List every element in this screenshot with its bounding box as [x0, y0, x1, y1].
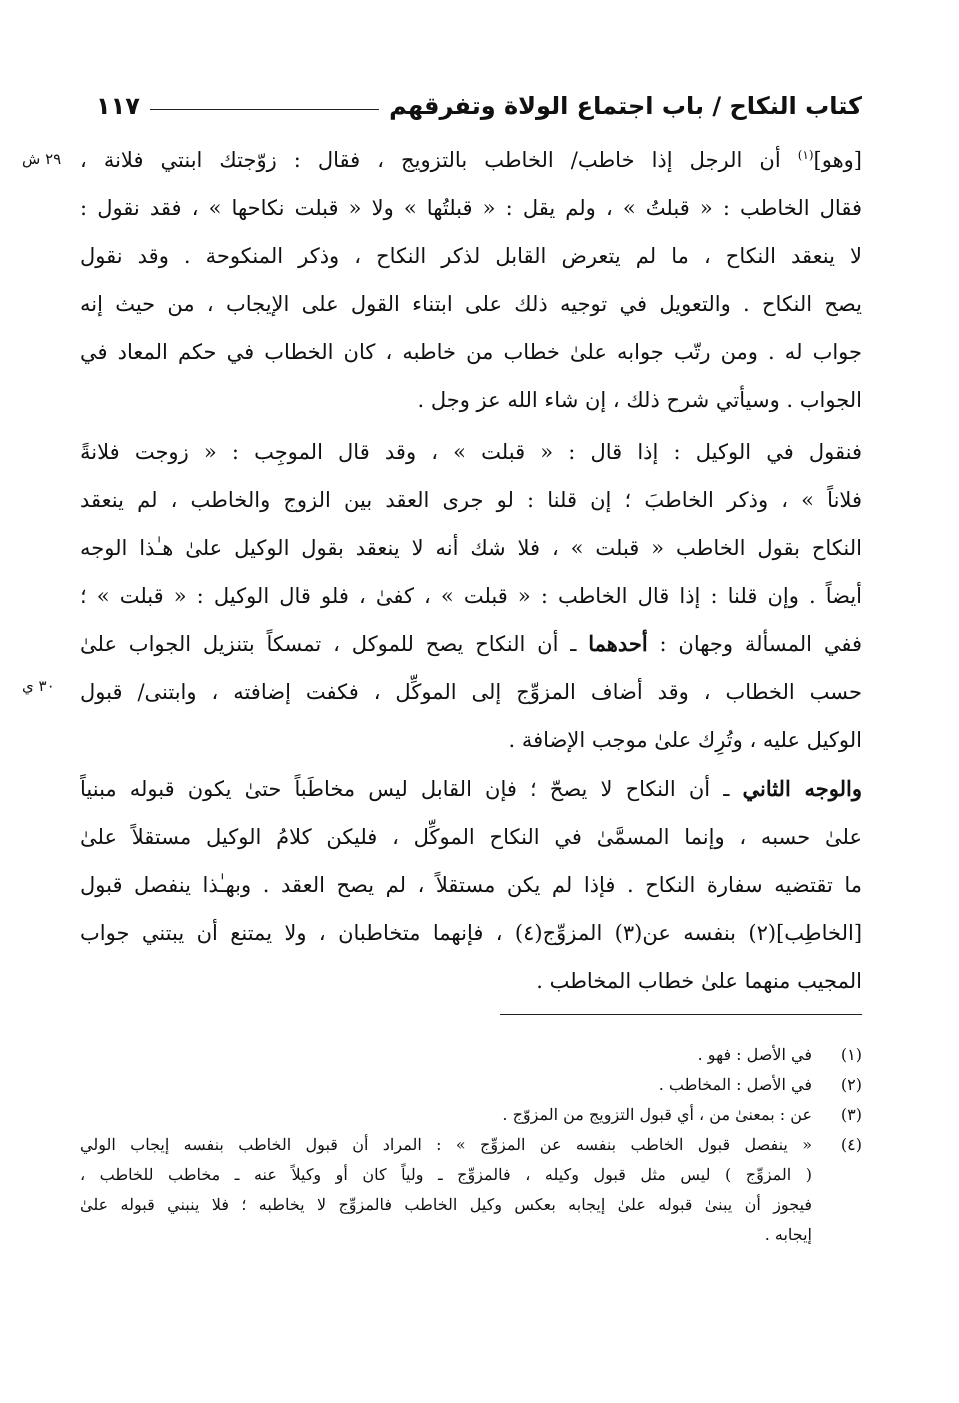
- footnotes: [80, 1040, 862, 1250]
- text-line: الوكيل عليه ، وتُرِك علىٰ موجب الإضافة .: [508, 728, 862, 752]
- text-line: فقال الخاطب : « قبلتُ » ، ولم يقل : « قبلتُها » ولا « قبلت نكاحها » ، فقد نقول :: [80, 196, 862, 220]
- paragraph-3: [80, 765, 862, 1005]
- page-number: ١١٧: [96, 92, 140, 120]
- footnote-4: [80, 1130, 862, 1250]
- text-line: حسب الخطاب ، وقد أضاف المزوِّج إلى الموكِّل ، فكفت إضافته ، وابتنى/ قبول: [80, 680, 862, 704]
- footnote-number: (٢): [840, 1075, 862, 1094]
- footnote-text: عن : بمعنىٰ من ، أي قبول التزويج من المزوّج .: [502, 1105, 812, 1124]
- footnote-text: في الأصل : فهو .: [697, 1045, 812, 1064]
- text-line: أيضاً . وإن قلنا : إذا قال الخاطب : « قبلت » ، كفىٰ ، فلو قال الوكيل : « قبلت » ؛: [80, 584, 862, 608]
- text-line: النكاح بقول الخاطب « قبلت » ، فلا شك أنه لا ينعقد بقول الوكيل علىٰ هـٰذا الوجه: [80, 536, 862, 560]
- text-line: [وهو]$^{(١)}$ أن الرجل إذا خاطب/ الخاطب بالتزويج ، فقال : زوّجتك ابنتي فلانة ،: [80, 148, 862, 172]
- text-line: ففي المسألة وجهان : أحدهما ـ أن النكاح يصح للموكل ، تمسكاً بتنزيل الجواب علىٰ: [80, 631, 862, 656]
- text-line: لا ينعقد النكاح ، ما لم يتعرض القابل لذكر النكاح ، وذكر المنكوحة . وقد نقول: [80, 244, 862, 268]
- running-header: [96, 86, 862, 126]
- text-line: فلاناً » ، وذكر الخاطبَ ؛ إن قلنا : لو جرى العقد بين الزوج والخاطب ، لم ينعقد: [80, 488, 862, 512]
- footnote-2: [80, 1070, 862, 1100]
- footnote-separator: [500, 1014, 862, 1015]
- footnote-text: « ينفصل قبول الخاطب بنفسه عن المزوِّج » : المراد أن قبول الخاطب بنفسه إيجاب الولي: [80, 1135, 812, 1154]
- footnote-text: فيجوز أن يبنىٰ قبوله علىٰ إيجابه بعكس وكيل الخاطب فالمزوِّج لا يخاطبه ؛ فلا ينبني قبوله علىٰ: [80, 1195, 812, 1214]
- footnote-number: (١): [840, 1045, 862, 1064]
- bold-term: والوجه الثاني: [742, 776, 862, 801]
- footnote-3: [80, 1100, 862, 1130]
- margin-note-29: ٢٩ ش: [22, 150, 62, 168]
- footnote-ref: (١): [797, 148, 814, 162]
- footnote-1: [80, 1040, 862, 1070]
- text-line: علىٰ حسبه ، وإنما المسمَّىٰ في النكاح الموكِّل ، فليكن كلامُ الوكيل مستقلاً علىٰ: [80, 825, 862, 849]
- text-line: ما تقتضيه سفارة النكاح . فإذا لم يكن مستقلاً ، لم يصح العقد . وبهـٰذا ينفصل قبول: [80, 873, 862, 897]
- footnote-text: ( المزوِّج ) ليس مثل قبول وكيله ، فالمزوِّج ـ ولياً كان أو وكيلاً عنه ـ مخاطب للخاطب ،: [80, 1165, 812, 1184]
- paragraph-1: [80, 136, 862, 424]
- header-rule: [150, 109, 379, 110]
- text-line: والوجه الثاني ـ أن النكاح لا يصحّ ؛ فإن القابل ليس مخاطَباً حتىٰ يكون قبوله مبنياً: [80, 776, 862, 801]
- paragraph-2: [80, 428, 862, 764]
- text-line: الجواب . وسيأتي شرح ذلك ، إن شاء الله عز وجل .: [417, 388, 862, 412]
- footnote-text: في الأصل : المخاطب .: [658, 1075, 812, 1094]
- text-line: فنقول في الوكيل : إذا قال : « قبلت » ، وقد قال الموجِب : « زوجت فلانةً: [80, 440, 862, 464]
- header-title: كتاب النكاح / باب اجتماع الولاة وتفرقهم: [389, 92, 862, 120]
- text-line: جواب له . ومن رتّب جوابه علىٰ خطاب من خاطبه ، كان الخطاب في حكم المعاد في: [80, 340, 862, 364]
- footnote-number: (٣): [840, 1105, 862, 1124]
- bold-term: أحدهما: [588, 631, 648, 656]
- footnote-text: إيجابه .: [764, 1225, 812, 1244]
- text-line: [الخاطِب](٢) بنفسه عن(٣) المزوِّج(٤) ، فإنهما متخاطبان ، ولا يمتنع أن يبتني جواب: [80, 921, 862, 945]
- text-line: يصح النكاح . والتعويل في توجيه ذلك على ابتناء القول على الإيجاب ، من حيث إنه: [80, 292, 862, 316]
- text-line: المجيب منهما علىٰ خطاب المخاطب .: [536, 969, 862, 993]
- footnote-number: (٤): [840, 1135, 862, 1154]
- margin-note-30: ٣٠ ي: [22, 677, 55, 695]
